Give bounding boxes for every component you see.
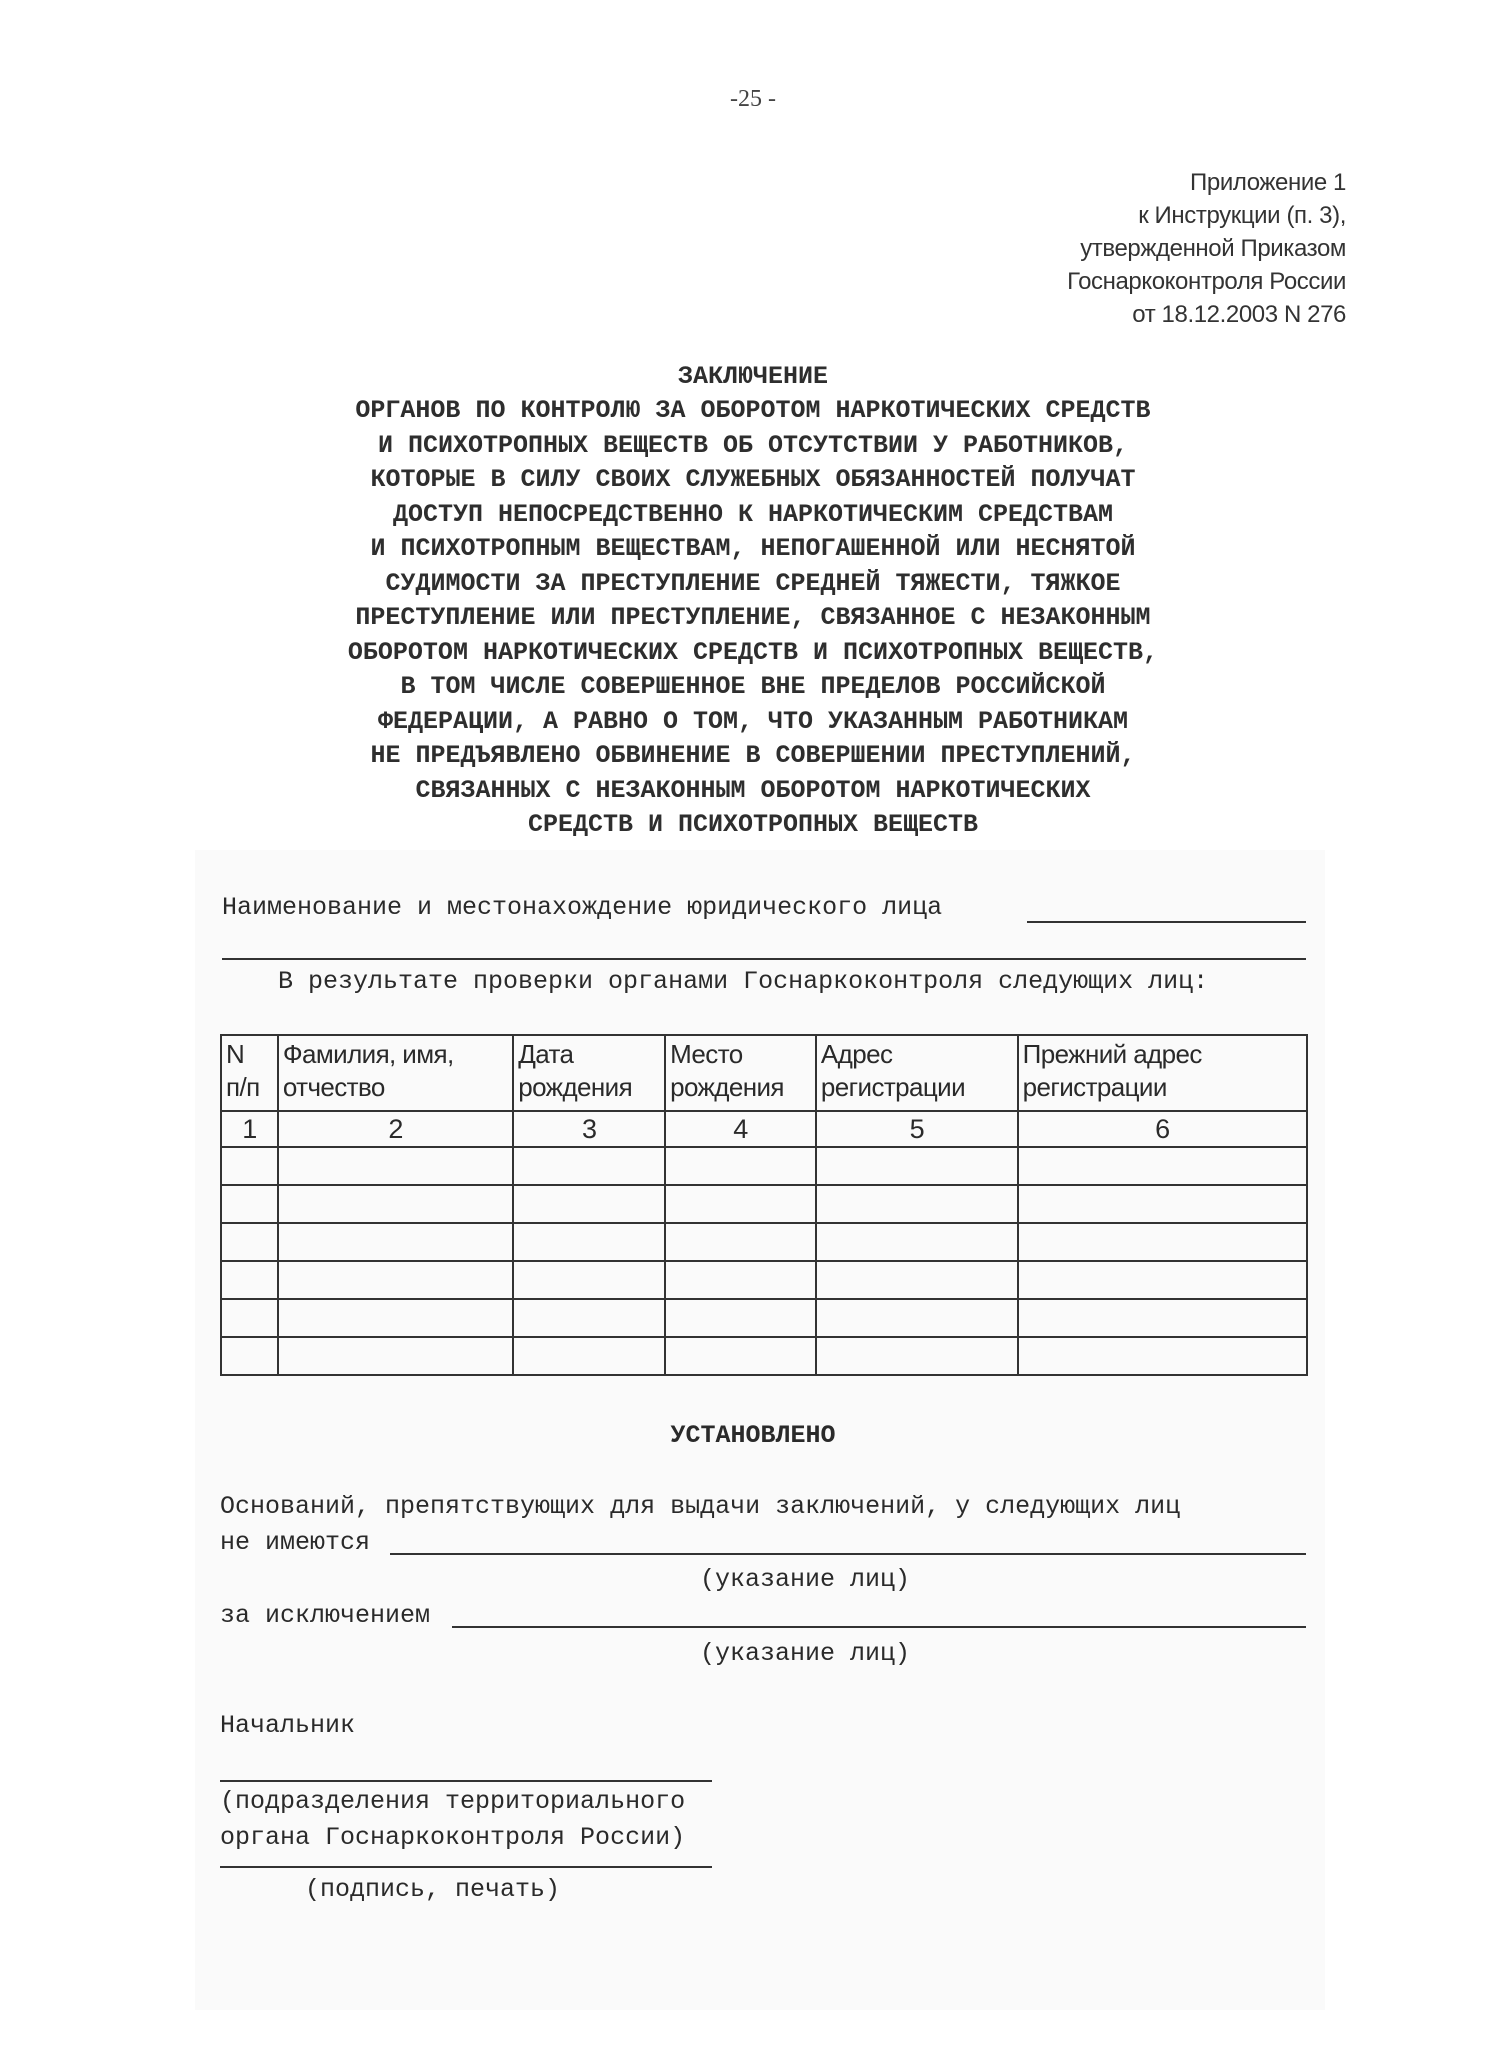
column-number: 5 [816, 1111, 1018, 1147]
appendix-line: от 18.12.2003 N 276 [1132, 301, 1346, 328]
persons-blank[interactable] [390, 1553, 1306, 1555]
subtitle-line: СУДИМОСТИ ЗА ПРЕСТУПЛЕНИЕ СРЕДНЕЙ ТЯЖЕСТИ, ТЯЖКОЕ [385, 568, 1121, 598]
signature-blank[interactable] [220, 1866, 712, 1868]
table-row [221, 1299, 1307, 1337]
signature-hint: (подпись, печать) [305, 1875, 561, 1904]
chief-label: Начальник [220, 1711, 356, 1740]
table-cell[interactable] [513, 1185, 665, 1223]
subtitle-line: СВЯЗАННЫХ С НЕЗАКОННЫМ ОБОРОТОМ НАРКОТИЧЕСКИХ [415, 775, 1091, 805]
table-cell[interactable] [278, 1261, 513, 1299]
appendix-reference [1067, 166, 1346, 331]
table-header-row [221, 1035, 1307, 1111]
table-cell[interactable] [278, 1223, 513, 1261]
table-cell[interactable] [1018, 1261, 1307, 1299]
subdivision-hint: органа Госнаркоконтроля России) [220, 1823, 686, 1852]
subtitle-line: КОТОРЫЕ В СИЛУ СВОИХ СЛУЖЕБНЫХ ОБЯЗАННОСТЕЙ ПОЛУЧАТ [370, 465, 1136, 494]
table-cell[interactable] [665, 1223, 816, 1261]
table-cell[interactable] [1018, 1299, 1307, 1337]
table-cell[interactable] [816, 1147, 1018, 1185]
table-cell[interactable] [513, 1299, 665, 1337]
subtitle-line: В ТОМ ЧИСЛЕ СОВЕРШЕННОЕ ВНЕ ПРЕДЕЛОВ РОССИЙСКОЙ [400, 672, 1106, 701]
subtitle-line: И ПСИХОТРОПНЫХ ВЕЩЕСТВ ОБ ОТСУТСТВИИ У РАБОТНИКОВ, [377, 430, 1129, 460]
table-cell[interactable] [665, 1185, 816, 1223]
column-number: 6 [1018, 1111, 1307, 1147]
appendix-line: к Инструкции (п. 3), [1138, 202, 1346, 229]
document-subtitle [0, 394, 1506, 843]
established-heading: УСТАНОВЛЕНО [670, 1421, 836, 1450]
table-row [221, 1185, 1307, 1223]
table-cell[interactable] [816, 1337, 1018, 1375]
subtitle-line: ФЕДЕРАЦИИ, А РАВНО О ТОМ, ЧТО УКАЗАННЫМ РАБОТНИКАМ [377, 706, 1129, 736]
table-cell[interactable] [513, 1223, 665, 1261]
grounds-none-label: не имеются [220, 1528, 371, 1557]
check-intro: В результате проверки органами Госнаркоконтроля следующих лиц: [278, 967, 1209, 996]
header-full-name: Фамилия, имя, отчество [278, 1035, 513, 1111]
appendix-line: Госнаркоконтроля России [1067, 268, 1346, 295]
persons-hint: (указание лиц) [700, 1565, 911, 1594]
table-row [221, 1147, 1307, 1185]
table-row [221, 1223, 1307, 1261]
column-number: 1 [221, 1111, 278, 1147]
table-cell[interactable] [278, 1147, 513, 1185]
table-cell[interactable] [1018, 1147, 1307, 1185]
subtitle-line: ОБОРОТОМ НАРКОТИЧЕСКИХ СРЕДСТВ И ПСИХОТРОПНЫХ ВЕЩЕСТВ, [347, 637, 1159, 667]
table-row [221, 1261, 1307, 1299]
table-cell[interactable] [816, 1185, 1018, 1223]
table-cell[interactable] [221, 1337, 278, 1375]
legal-entity-blank[interactable] [1027, 921, 1306, 923]
column-number: 4 [665, 1111, 816, 1147]
subtitle-line: НЕ ПРЕДЪЯВЛЕНО ОБВИНЕНИЕ В СОВЕРШЕНИИ ПРЕСТУПЛЕНИЙ, [370, 741, 1136, 770]
table-cell[interactable] [278, 1299, 513, 1337]
table-row [221, 1337, 1307, 1375]
except-hint: (указание лиц) [700, 1639, 911, 1668]
table-cell[interactable] [278, 1185, 513, 1223]
page-number: -25 - [730, 86, 776, 112]
table-cell[interactable] [513, 1261, 665, 1299]
header-previous-address: Прежний адрес регистрации [1018, 1035, 1307, 1111]
except-blank[interactable] [452, 1626, 1306, 1628]
subdivision-hint: (подразделения территориального [220, 1787, 686, 1816]
table-cell[interactable] [665, 1337, 816, 1375]
header-birth-place: Место рождения [665, 1035, 816, 1111]
chief-blank[interactable] [220, 1780, 712, 1782]
except-label: за исключением [220, 1601, 431, 1630]
legal-entity-field [222, 890, 1306, 926]
table-cell[interactable] [221, 1147, 278, 1185]
table-cell[interactable] [513, 1147, 665, 1185]
legal-entity-blank-line2[interactable] [222, 958, 1306, 960]
table-cell[interactable] [816, 1223, 1018, 1261]
header-number: N п/п [221, 1035, 278, 1111]
table-cell[interactable] [1018, 1337, 1307, 1375]
table-cell[interactable] [665, 1299, 816, 1337]
column-number: 3 [513, 1111, 665, 1147]
table-cell[interactable] [665, 1261, 816, 1299]
subtitle-line: СРЕДСТВ И ПСИХОТРОПНЫХ ВЕЩЕСТВ [527, 810, 979, 839]
table-cell[interactable] [1018, 1223, 1307, 1261]
subtitle-line: ОРГАНОВ ПО КОНТРОЛЮ ЗА ОБОРОТОМ НАРКОТИЧЕСКИХ СРЕДСТВ [355, 396, 1151, 425]
table-cell[interactable] [278, 1337, 513, 1375]
table-cell[interactable] [221, 1261, 278, 1299]
subtitle-line: ДОСТУП НЕПОСРЕДСТВЕННО К НАРКОТИЧЕСКИМ СРЕДСТВАМ [392, 499, 1114, 529]
table-cell[interactable] [665, 1147, 816, 1185]
table-cell[interactable] [221, 1185, 278, 1223]
table-cell[interactable] [1018, 1185, 1307, 1223]
table-cell[interactable] [221, 1299, 278, 1337]
table-cell[interactable] [221, 1223, 278, 1261]
header-birth-date: Дата рождения [513, 1035, 665, 1111]
table-cell[interactable] [816, 1261, 1018, 1299]
persons-table [220, 1034, 1308, 1376]
table-cell[interactable] [513, 1337, 665, 1375]
grounds-text: Оснований, препятствующих для выдачи заключений, у следующих лиц [220, 1492, 1181, 1521]
document-title: ЗАКЛЮЧЕНИЕ [677, 362, 829, 391]
legal-entity-label: Наименование и местонахождение юридического лица [222, 893, 943, 922]
appendix-line: Приложение 1 [1190, 169, 1346, 196]
table-cell[interactable] [816, 1299, 1018, 1337]
appendix-line: утвержденной Приказом [1080, 235, 1346, 262]
header-registration-address: Адрес регистрации [816, 1035, 1018, 1111]
column-number: 2 [278, 1111, 513, 1147]
column-number-row [221, 1111, 1307, 1147]
subtitle-line: ПРЕСТУПЛЕНИЕ ИЛИ ПРЕСТУПЛЕНИЕ, СВЯЗАННОЕ С НЕЗАКОННЫМ [355, 603, 1151, 632]
subtitle-line: И ПСИХОТРОПНЫМ ВЕЩЕСТВАМ, НЕПОГАШЕННОЙ ИЛИ НЕСНЯТОЙ [370, 534, 1136, 563]
